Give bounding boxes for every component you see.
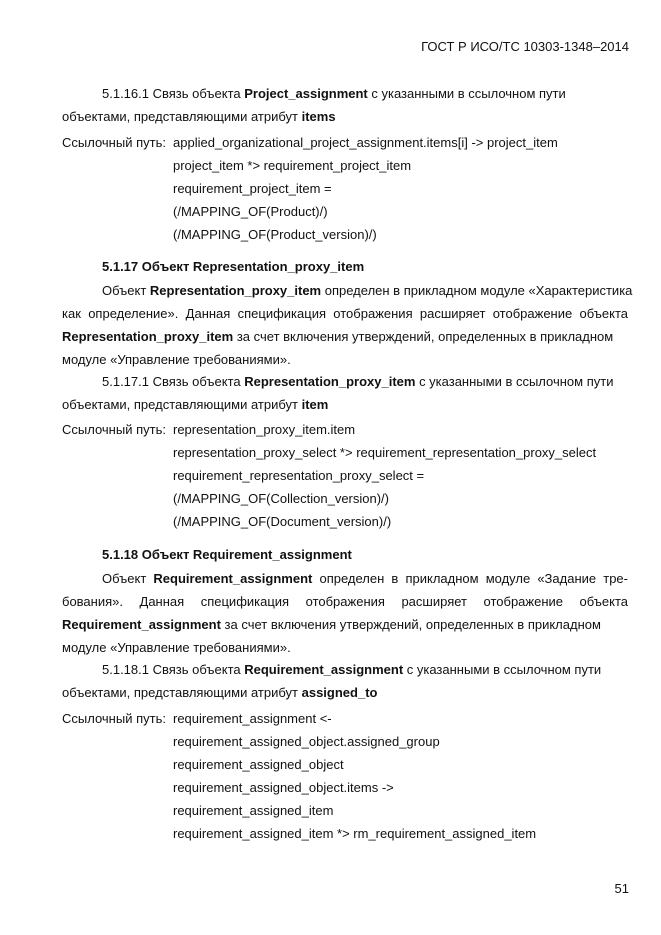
section-5-1-17-para-line2: как определение». Данная спецификация отображения расширяет отображение объекта (62, 306, 628, 321)
reference-path-line: (/MAPPING_OF(Document_version)/) (173, 514, 392, 529)
reference-path-line: requirement_project_item = (173, 181, 332, 196)
reference-path-line: (/MAPPING_OF(Collection_version)/) (173, 491, 389, 506)
reference-path-line: applied_organizational_project_assignment.items[i] -> project_item (173, 135, 558, 150)
reference-path-line: requirement_assigned_object (173, 757, 344, 772)
reference-path-line: requirement_assignment <- (173, 711, 332, 726)
section-5-1-16-1-line1: 5.1.16.1 Связь объекта Project_assignment с указанными в ссылочном пути (102, 86, 566, 101)
section-5-1-18-para-line4: модуле «Управление требованиями». (62, 640, 291, 655)
section-5-1-18-1-line1: 5.1.18.1 Связь объекта Requirement_assignment с указанными в ссылочном пути (102, 662, 602, 677)
section-5-1-16-1-line2: объектами, представляющими атрибут items (62, 109, 336, 124)
reference-path-label: Ссылочный путь: (62, 422, 166, 437)
section-5-1-18-1-line2: объектами, представляющими атрибут assigned_to (62, 685, 378, 700)
page-number: 51 (614, 881, 629, 896)
reference-path-label: Ссылочный путь: (62, 711, 166, 726)
section-5-1-18-heading: 5.1.18 Объект Requirement_assignment (102, 547, 352, 562)
reference-path-line: (/MAPPING_OF(Product)/) (173, 204, 328, 219)
reference-path-line: project_item *> requirement_project_item (173, 158, 412, 173)
reference-path-line: requirement_assigned_object.assigned_group (173, 734, 440, 749)
section-5-1-17-para-line1: Объект Representation_proxy_item определен в прикладном модуле «Характеристика (102, 283, 633, 298)
reference-path-line: representation_proxy_item.item (173, 422, 356, 437)
document-code-header: ГОСТ Р ИСО/ТС 10303-1348–2014 (421, 39, 629, 54)
section-5-1-17-1-line2: объектами, представляющими атрибут item (62, 397, 329, 412)
reference-path-line: representation_proxy_select *> requirement_representation_proxy_select (173, 445, 597, 460)
reference-path-line: requirement_representation_proxy_select = (173, 468, 425, 483)
reference-path-line: (/MAPPING_OF(Product_version)/) (173, 227, 377, 242)
reference-path-line: requirement_assigned_object.items -> (173, 780, 394, 795)
section-5-1-17-1-line1: 5.1.17.1 Связь объекта Representation_proxy_item с указанными в ссылочном пути (102, 374, 614, 389)
reference-path-label: Ссылочный путь: (62, 135, 166, 150)
section-5-1-17-para-line3: Representation_proxy_item за счет включения утверждений, определенных в прикладном (62, 329, 614, 344)
section-5-1-17-heading: 5.1.17 Объект Representation_proxy_item (102, 259, 365, 274)
section-5-1-17-para-line4: модуле «Управление требованиями». (62, 352, 291, 367)
section-5-1-18-para-line1: Объект Requirement_assignment определен в прикладном модуле «Задание тре- (102, 571, 628, 586)
section-5-1-18-para-line3: Requirement_assignment за счет включения утверждений, определенных в прикладном (62, 617, 601, 632)
section-5-1-18-para-line2: бования». Данная спецификация отображения расширяет отображение объекта (62, 594, 628, 609)
reference-path-line: requirement_assigned_item *> rm_requirement_assigned_item (173, 826, 537, 841)
reference-path-line: requirement_assigned_item (173, 803, 334, 818)
